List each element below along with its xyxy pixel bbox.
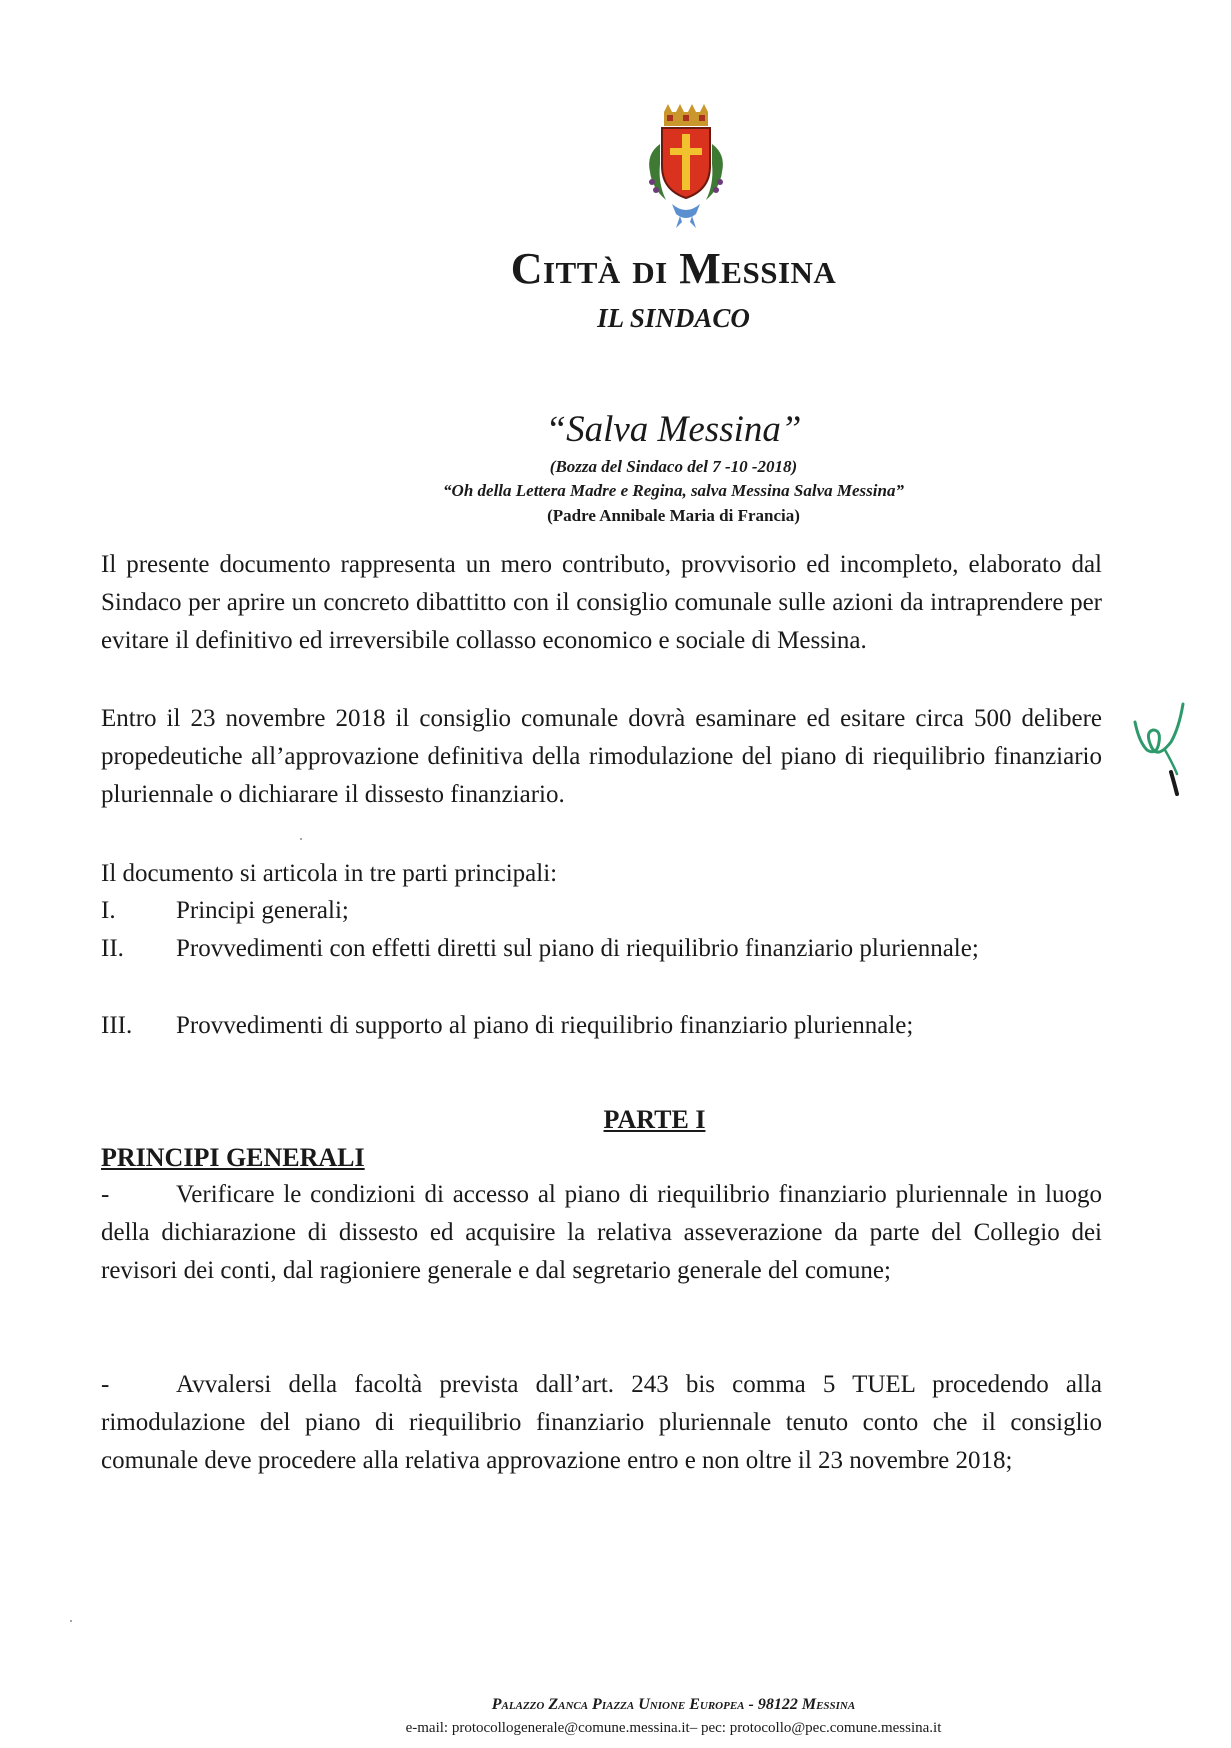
epigraph-quote: “Oh della Lettera Madre e Regina, salva Messina Salva Messina” bbox=[443, 481, 904, 500]
paragraph-2: Entro il 23 novembre 2018 il consiglio comunale dovrà esaminare ed esitare circa 500 delibere propedeutiche all’approvazione definitiva della rimodulazione del piano di riequilibrio finanziario pluriennale o dichiarare il dissesto finanziario. bbox=[101, 705, 1102, 808]
list-item bbox=[101, 930, 1102, 968]
list-item-text: Principi generali; bbox=[176, 897, 349, 924]
list-item-number: II. bbox=[101, 935, 124, 962]
handwritten-initials-icon bbox=[1125, 690, 1195, 810]
footer-address: Palazzo Zanca Piazza Unione Europea - 98122 Messina bbox=[491, 1696, 856, 1713]
section-heading: PARTE I bbox=[603, 1105, 706, 1134]
bullet-dash: - bbox=[101, 1371, 110, 1398]
bullet-item bbox=[101, 1366, 1102, 1480]
scan-speck bbox=[70, 1620, 72, 1622]
bullet-text: Verificare le condizioni di accesso al piano di riequilibrio finanziario pluriennale in luogo della dichiarazione di dissesto ed acquisire la relativa asseverazione da parte del Collegio dei revisori dei conti, dal ragioniere generale e dal segretario generale del comune; bbox=[101, 1181, 1102, 1284]
bullet-dash: - bbox=[101, 1181, 110, 1208]
deadline-paragraph bbox=[101, 700, 1102, 814]
paragraph-1: Il presente documento rappresenta un mero contributo, provvisorio ed incompleto, elaborato dal Sindaco per aprire un concreto dibattitto con il consiglio comunale sulle azioni da intraprendere per evitare il definitivo ed irreversibile collasso economico e sociale di Messina. bbox=[101, 551, 1102, 654]
office-title: IL SINDACO bbox=[597, 303, 750, 333]
list-item bbox=[101, 892, 1102, 930]
list-intro: Il documento si articola in tre parti principali: bbox=[101, 860, 558, 887]
intro-paragraph bbox=[101, 546, 1102, 660]
section-subheading: PRINCIPI GENERALI bbox=[101, 1143, 365, 1172]
document-title: “Salva Messina” bbox=[545, 409, 802, 450]
draft-note: (Bozza del Sindaco del 7 -10 -2018) bbox=[549, 457, 798, 476]
list-item-number: III. bbox=[101, 1012, 133, 1039]
list-item-text: Provvedimenti di supporto al piano di riequilibrio finanziario pluriennale; bbox=[176, 1012, 914, 1039]
bullet-text: Avvalersi della facoltà prevista dall’art. 243 bis comma 5 TUEL procedendo alla rimodulazione del piano di riequilibrio finanziario pluriennale tenuto conto che il consiglio comunale deve procedere alla relativa approvazione entro e non oltre il 23 novembre 2018; bbox=[101, 1371, 1102, 1474]
bullet-item bbox=[101, 1176, 1102, 1290]
list-item-number: I. bbox=[101, 897, 116, 924]
list-item bbox=[101, 1007, 1102, 1045]
scan-speck bbox=[300, 838, 302, 840]
city-title: Città di Messina bbox=[510, 244, 837, 293]
list-item-text: Provvedimenti con effetti diretti sul piano di riequilibrio finanziario pluriennale; bbox=[176, 935, 979, 962]
footer-contacts: e-mail: protocollogenerale@comune.messina.it– pec: protocollo@pec.comune.messina.it bbox=[405, 1720, 942, 1736]
messina-coat-of-arms-icon bbox=[636, 104, 736, 234]
epigraph-author: (Padre Annibale Maria di Francia) bbox=[547, 506, 800, 525]
